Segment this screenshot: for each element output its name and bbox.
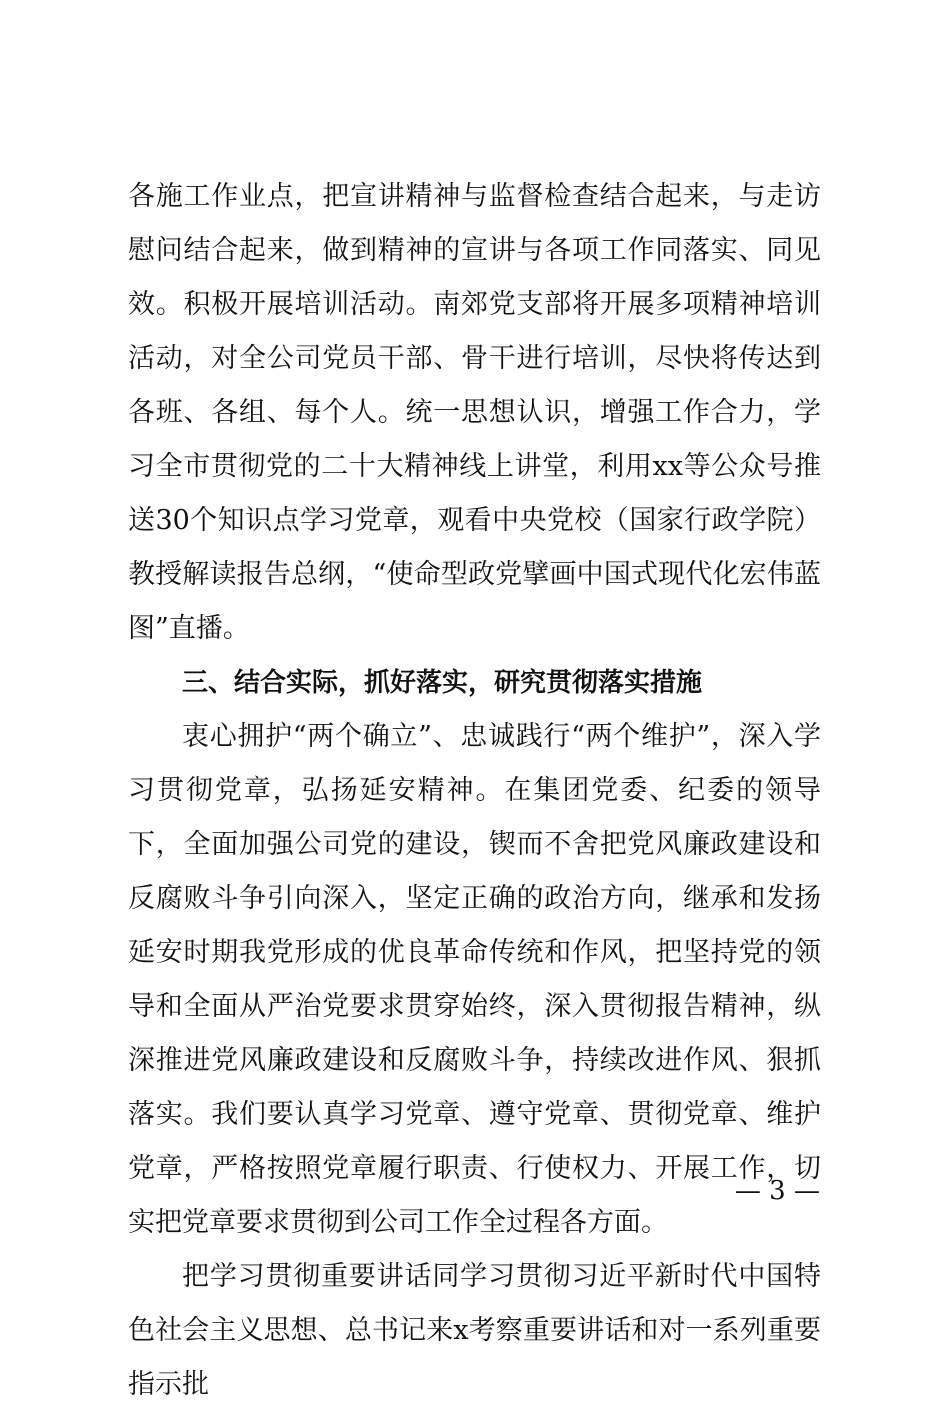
paragraph-body: 把学习贯彻重要讲话同学习贯彻习近平新时代中国特色社会主义思想、总书记来x考察重要讲话和对一系列重要指示批 xyxy=(128,1261,821,1400)
paragraph-body: 衷心拥护“两个确立”、忠诚践行“两个维护”，深入学习贯彻党章，弘扬延安精神。在集团党委、纪委的领导下，全面加强公司党的建设，锲而不舍把党风廉政建设和反腐败斗争引向深入，坚定正确的政治方向，继承和发扬延安时期我党形成的优良革命传统和作风，把坚持党的领导和全面从严治党要求贯穿始终，深入贯彻报告精神，纵深推进党风廉政建设和反腐败斗争，持续改进作风、狠抓落实。我们要认真学习党章、遵守党章、贯彻党章、维护党章，严格按照党章履行职责、行使权力、开展工作，切实把党章要求贯彻到公司工作全过程各方面。 xyxy=(128,721,821,1238)
section-heading: 三、结合实际，抓好落实，研究贯彻落实措施 xyxy=(182,668,703,698)
page-number: — 3 — xyxy=(734,1176,820,1206)
document-body xyxy=(128,170,821,1412)
paragraph-continuation: 各施工作业点，把宣讲精神与监督检查结合起来，与走访慰问结合起来，做到精神的宣讲与各项工作同落实、同见效。积极开展培训活动。南郊党支部将开展多项精神培训活动，对全公司党员干部、骨干进行培训，尽快将传达到各班、各组、每个人。统一思想认识，增强工作合力，学习全市贯彻党的二十大精神线上讲堂，利用xx等公众号推送30个知识点学习党章，观看中央党校（国家行政学院）教授解读报告总纲，“使命型政党擘画中国式现代化宏伟蓝图”直播。 xyxy=(128,181,821,644)
